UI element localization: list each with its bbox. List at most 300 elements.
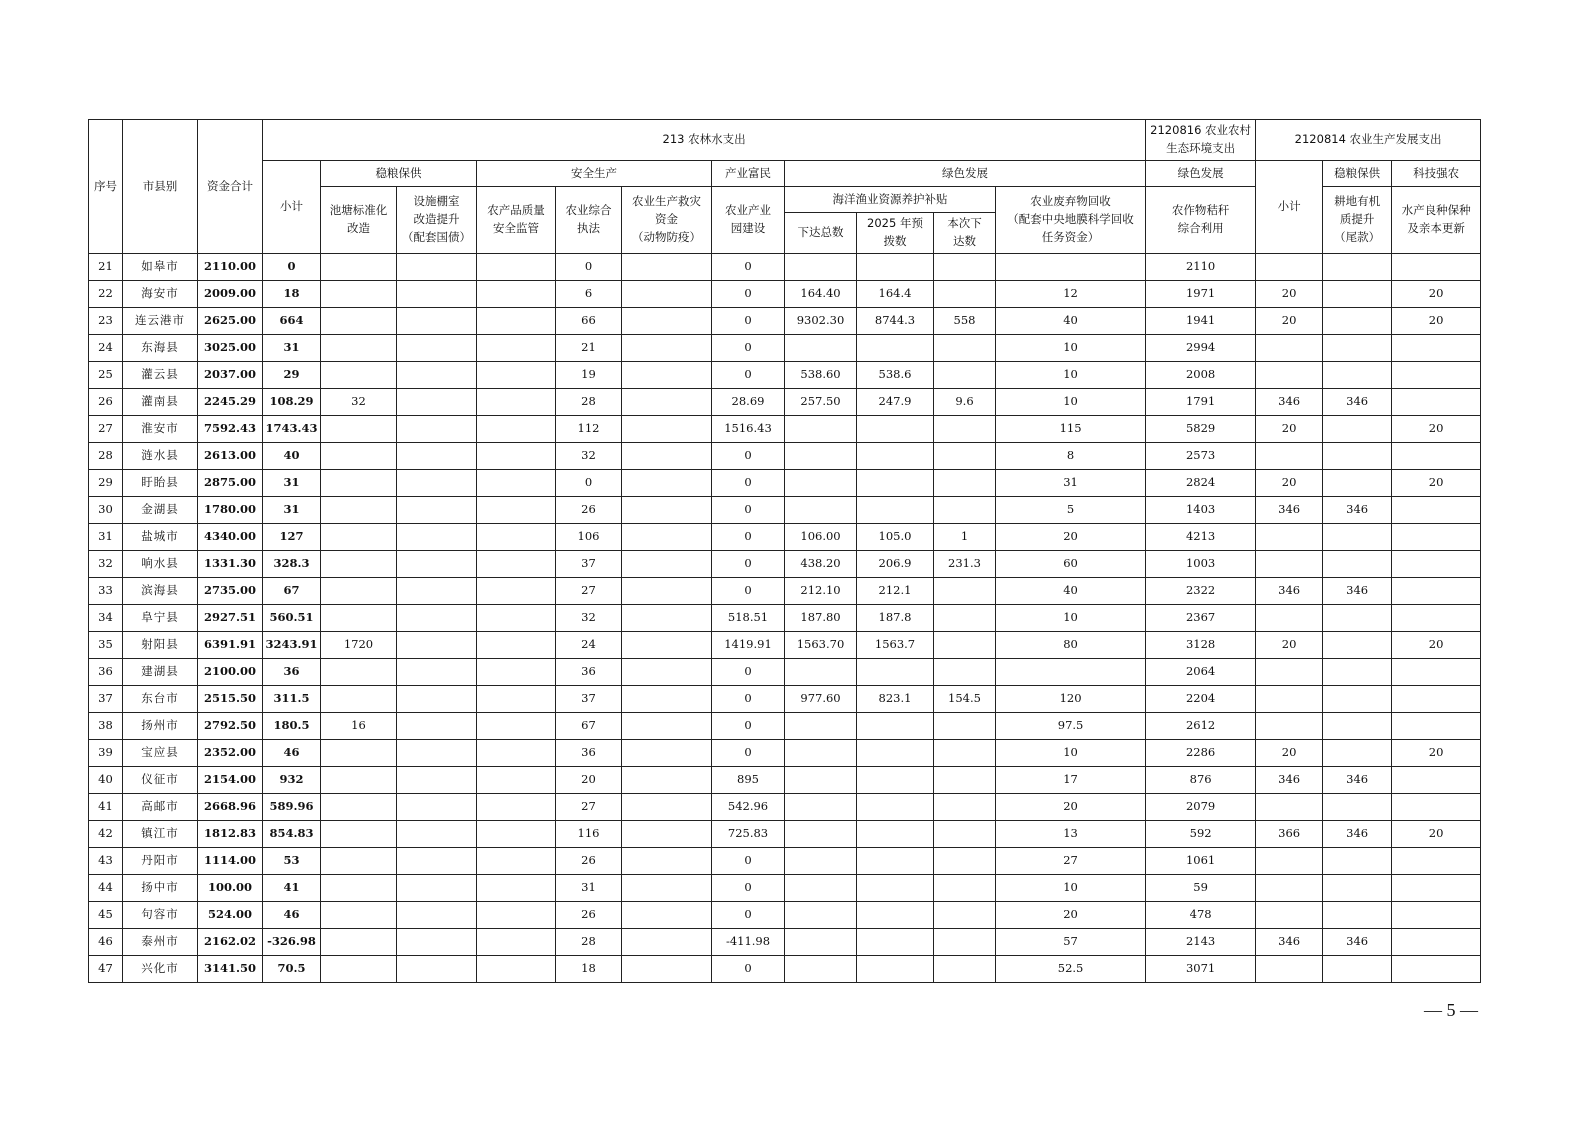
table-cell: 0	[263, 254, 321, 281]
table-cell	[622, 740, 712, 767]
header-213: 213 农林水支出	[263, 120, 1146, 161]
table-cell: 206.9	[857, 551, 934, 578]
table-cell: 52.5	[996, 956, 1146, 983]
table-cell: 20	[996, 794, 1146, 821]
table-cell	[321, 848, 397, 875]
table-cell	[397, 659, 477, 686]
header-wlbg2: 稳粮保供	[1323, 161, 1392, 187]
header-lsfz: 绿色发展	[785, 161, 1146, 187]
table-cell	[1323, 551, 1392, 578]
table-cell: 538.60	[785, 362, 857, 389]
table-cell: 27	[556, 578, 622, 605]
table-cell	[857, 821, 934, 848]
table-cell: 518.51	[712, 605, 785, 632]
table-cell	[397, 902, 477, 929]
table-cell	[857, 497, 934, 524]
table-cell: 射阳县	[123, 632, 198, 659]
table-cell	[1323, 308, 1392, 335]
table-cell	[1256, 875, 1323, 902]
table-cell: 18	[556, 956, 622, 983]
header-cyfm: 产业富民	[712, 161, 785, 187]
table-cell	[934, 470, 996, 497]
table-cell: 212.10	[785, 578, 857, 605]
table-cell: 70.5	[263, 956, 321, 983]
table-cell	[321, 362, 397, 389]
table-cell: 28	[89, 443, 123, 470]
table-cell: 2625.00	[198, 308, 263, 335]
table-cell	[857, 713, 934, 740]
table-cell: 97.5	[996, 713, 1146, 740]
table-cell: 876	[1146, 767, 1256, 794]
table-cell: 2612	[1146, 713, 1256, 740]
table-cell: 东海县	[123, 335, 198, 362]
table-cell	[477, 659, 556, 686]
table-cell: 0	[712, 281, 785, 308]
table-cell	[397, 794, 477, 821]
table-cell: 346	[1323, 389, 1392, 416]
table-cell: 10	[996, 605, 1146, 632]
table-cell: 0	[712, 308, 785, 335]
table-cell	[1323, 686, 1392, 713]
table-cell	[934, 929, 996, 956]
table-cell: 2204	[1146, 686, 1256, 713]
header-bcxd: 本次下 达数	[934, 213, 996, 254]
table-cell: 346	[1256, 389, 1323, 416]
table-cell	[622, 470, 712, 497]
table-cell: 0	[712, 335, 785, 362]
table-cell: 43	[89, 848, 123, 875]
table-row	[89, 443, 1481, 470]
header-subtotal: 小计	[263, 161, 321, 254]
table-cell	[934, 713, 996, 740]
table-row	[89, 308, 1481, 335]
table-cell: 27	[556, 794, 622, 821]
table-cell	[622, 794, 712, 821]
table-cell	[622, 686, 712, 713]
table-cell: 20	[1392, 632, 1481, 659]
table-cell	[622, 767, 712, 794]
table-cell: 20	[1256, 416, 1323, 443]
table-cell: 28	[556, 389, 622, 416]
table-cell	[397, 524, 477, 551]
header-2120816: 2120816 农业农村 生态环境支出	[1146, 120, 1256, 161]
table-cell: 1720	[321, 632, 397, 659]
table-cell: 1743.43	[263, 416, 321, 443]
table-cell: 0	[712, 578, 785, 605]
table-cell	[1392, 929, 1481, 956]
table-cell: 154.5	[934, 686, 996, 713]
table-cell	[477, 713, 556, 740]
table-cell: 895	[712, 767, 785, 794]
table-cell: 2515.50	[198, 686, 263, 713]
table-cell	[785, 875, 857, 902]
table-cell	[397, 929, 477, 956]
table-cell	[477, 578, 556, 605]
table-cell: 31	[263, 497, 321, 524]
table-cell: 33	[89, 578, 123, 605]
table-cell: 2162.02	[198, 929, 263, 956]
table-cell: 22	[89, 281, 123, 308]
table-cell: 932	[263, 767, 321, 794]
table-cell	[934, 578, 996, 605]
table-cell: 37	[89, 686, 123, 713]
table-cell: 664	[263, 308, 321, 335]
table-cell: 1331.30	[198, 551, 263, 578]
table-cell	[477, 740, 556, 767]
table-cell	[477, 605, 556, 632]
table-cell	[1392, 254, 1481, 281]
table-row	[89, 335, 1481, 362]
table-cell	[934, 362, 996, 389]
table-cell	[996, 659, 1146, 686]
table-cell: 57	[996, 929, 1146, 956]
table-cell	[1323, 848, 1392, 875]
table-cell: 116	[556, 821, 622, 848]
table-cell: 2079	[1146, 794, 1256, 821]
table-cell	[397, 632, 477, 659]
table-cell	[1323, 956, 1392, 983]
table-cell	[857, 416, 934, 443]
table-cell	[934, 335, 996, 362]
table-cell	[785, 470, 857, 497]
table-cell: 20	[1256, 308, 1323, 335]
table-cell: 40	[263, 443, 321, 470]
table-cell	[1256, 956, 1323, 983]
table-cell: 36	[263, 659, 321, 686]
table-cell	[477, 929, 556, 956]
table-cell	[996, 254, 1146, 281]
table-cell	[1256, 794, 1323, 821]
table-cell	[785, 497, 857, 524]
table-cell: 3243.91	[263, 632, 321, 659]
table-cell: 2994	[1146, 335, 1256, 362]
table-cell	[397, 362, 477, 389]
table-cell: 20	[1392, 308, 1481, 335]
table-cell: 257.50	[785, 389, 857, 416]
table-cell	[1323, 713, 1392, 740]
header-hyyy: 海洋渔业资源养护补贴	[785, 187, 996, 213]
table-cell: 46	[263, 740, 321, 767]
table-cell: 34	[89, 605, 123, 632]
table-cell: 2792.50	[198, 713, 263, 740]
table-cell	[785, 767, 857, 794]
table-cell	[622, 875, 712, 902]
table-cell	[321, 659, 397, 686]
table-cell: 20	[996, 902, 1146, 929]
table-cell: 2286	[1146, 740, 1256, 767]
table-cell: 2573	[1146, 443, 1256, 470]
table-cell	[397, 875, 477, 902]
table-cell: 187.80	[785, 605, 857, 632]
table-cell	[622, 416, 712, 443]
table-cell	[785, 740, 857, 767]
table-cell: 2352.00	[198, 740, 263, 767]
table-cell: 106.00	[785, 524, 857, 551]
table-cell	[785, 902, 857, 929]
table-cell	[1392, 794, 1481, 821]
table-cell: 164.4	[857, 281, 934, 308]
table-cell: 8744.3	[857, 308, 934, 335]
table-cell: 24	[89, 335, 123, 362]
table-cell	[1256, 551, 1323, 578]
table-row	[89, 578, 1481, 605]
table-cell: 31	[556, 875, 622, 902]
table-cell: 3025.00	[198, 335, 263, 362]
table-cell: 26	[556, 497, 622, 524]
table-row	[89, 416, 1481, 443]
table-cell: 26	[556, 848, 622, 875]
table-cell: 1941	[1146, 308, 1256, 335]
table-cell	[397, 497, 477, 524]
table-cell: 8	[996, 443, 1146, 470]
table-cell: 1114.00	[198, 848, 263, 875]
table-cell: 346	[1256, 929, 1323, 956]
table-cell: 盐城市	[123, 524, 198, 551]
table-cell: 0	[712, 848, 785, 875]
table-cell: 扬中市	[123, 875, 198, 902]
table-cell: 346	[1256, 767, 1323, 794]
table-cell: 854.83	[263, 821, 321, 848]
table-cell	[934, 956, 996, 983]
table-cell	[1256, 362, 1323, 389]
table-cell	[1392, 659, 1481, 686]
table-cell: 海安市	[123, 281, 198, 308]
table-cell: 24	[556, 632, 622, 659]
table-cell: 44	[89, 875, 123, 902]
table-cell	[1392, 335, 1481, 362]
table-cell	[477, 416, 556, 443]
table-cell	[622, 902, 712, 929]
table-cell	[1256, 524, 1323, 551]
table-cell: 589.96	[263, 794, 321, 821]
table-cell	[622, 443, 712, 470]
table-cell: 9302.30	[785, 308, 857, 335]
table-cell	[1392, 902, 1481, 929]
table-cell	[934, 605, 996, 632]
table-cell	[622, 929, 712, 956]
table-cell	[321, 524, 397, 551]
table-cell: 连云港市	[123, 308, 198, 335]
table-cell	[1323, 416, 1392, 443]
table-cell	[1323, 362, 1392, 389]
table-cell	[785, 254, 857, 281]
table-row	[89, 551, 1481, 578]
table-cell	[477, 308, 556, 335]
table-cell	[857, 902, 934, 929]
table-cell	[1323, 875, 1392, 902]
table-cell	[1323, 605, 1392, 632]
table-cell: 1061	[1146, 848, 1256, 875]
table-cell	[397, 416, 477, 443]
table-cell	[1323, 632, 1392, 659]
table-cell: 41	[89, 794, 123, 821]
table-cell	[785, 794, 857, 821]
table-cell: 17	[996, 767, 1146, 794]
table-cell	[1323, 254, 1392, 281]
table-cell	[321, 740, 397, 767]
table-cell: 32	[89, 551, 123, 578]
table-cell	[397, 281, 477, 308]
table-cell: 10	[996, 875, 1146, 902]
table-cell: 47	[89, 956, 123, 983]
table-cell	[622, 551, 712, 578]
table-cell	[1323, 659, 1392, 686]
table-cell: 20	[1256, 632, 1323, 659]
table-cell	[1323, 902, 1392, 929]
table-cell: 32	[321, 389, 397, 416]
table-cell	[857, 848, 934, 875]
header-seq: 序号	[89, 120, 123, 254]
header-ctbzh: 池塘标准化 改造	[321, 187, 397, 254]
table-cell	[622, 335, 712, 362]
table-cell	[397, 578, 477, 605]
table-cell: 10	[996, 362, 1146, 389]
table-cell: 67	[556, 713, 622, 740]
table-cell: -326.98	[263, 929, 321, 956]
table-cell: 37	[556, 686, 622, 713]
table-cell: 560.51	[263, 605, 321, 632]
table-cell	[622, 632, 712, 659]
table-cell: 31	[996, 470, 1146, 497]
table-cell	[785, 443, 857, 470]
table-cell	[785, 929, 857, 956]
table-cell: 247.9	[857, 389, 934, 416]
table-cell: 1812.83	[198, 821, 263, 848]
table-row	[89, 794, 1481, 821]
table-cell	[934, 848, 996, 875]
table-cell: 滨海县	[123, 578, 198, 605]
table-cell: 20	[1392, 470, 1481, 497]
table-cell: 21	[89, 254, 123, 281]
table-cell: 66	[556, 308, 622, 335]
table-cell	[1256, 902, 1323, 929]
table-cell: 41	[263, 875, 321, 902]
table-cell	[1392, 389, 1481, 416]
table-cell: 524.00	[198, 902, 263, 929]
table-cell	[1323, 281, 1392, 308]
table-cell	[1256, 659, 1323, 686]
table-cell: -411.98	[712, 929, 785, 956]
header-yb2025: 2025 年预 拨数	[857, 213, 934, 254]
table-cell	[477, 524, 556, 551]
table-cell	[321, 578, 397, 605]
header-2120814: 2120814 农业生产发展支出	[1256, 120, 1481, 161]
table-row	[89, 605, 1481, 632]
table-cell	[1392, 605, 1481, 632]
table-cell: 20	[1392, 821, 1481, 848]
table-cell: 45	[89, 902, 123, 929]
table-cell: 28.69	[712, 389, 785, 416]
table-row	[89, 632, 1481, 659]
table-cell: 20	[1256, 740, 1323, 767]
table-cell	[934, 254, 996, 281]
table-cell	[397, 821, 477, 848]
table-cell	[321, 956, 397, 983]
table-cell: 108.29	[263, 389, 321, 416]
header-ncpzl: 农产品质量 安全监管	[477, 187, 556, 254]
table-cell	[397, 740, 477, 767]
table-cell	[321, 416, 397, 443]
table-cell: 26	[556, 902, 622, 929]
table-cell	[321, 308, 397, 335]
table-cell	[397, 713, 477, 740]
table-cell: 105.0	[857, 524, 934, 551]
table-cell	[1256, 848, 1323, 875]
table-cell	[477, 848, 556, 875]
table-cell: 5	[996, 497, 1146, 524]
table-cell	[857, 659, 934, 686]
table-cell	[1256, 254, 1323, 281]
table-cell	[321, 551, 397, 578]
table-cell: 10	[996, 389, 1146, 416]
table-cell: 0	[712, 875, 785, 902]
table-cell	[857, 335, 934, 362]
table-cell	[321, 929, 397, 956]
table-cell	[397, 254, 477, 281]
table-cell: 0	[712, 956, 785, 983]
table-cell: 2008	[1146, 362, 1256, 389]
table-cell: 0	[712, 362, 785, 389]
table-row	[89, 389, 1481, 416]
table-cell	[857, 254, 934, 281]
table-cell: 2154.00	[198, 767, 263, 794]
table-cell	[785, 335, 857, 362]
table-cell	[397, 470, 477, 497]
table-cell: 346	[1323, 929, 1392, 956]
table-cell: 扬州市	[123, 713, 198, 740]
table-cell	[785, 956, 857, 983]
table-cell	[622, 389, 712, 416]
table-cell: 金湖县	[123, 497, 198, 524]
table-cell: 6391.91	[198, 632, 263, 659]
table-cell: 1791	[1146, 389, 1256, 416]
table-cell: 东台市	[123, 686, 198, 713]
table-cell: 30	[89, 497, 123, 524]
table-cell	[1392, 713, 1481, 740]
table-cell: 1419.91	[712, 632, 785, 659]
table-cell: 1780.00	[198, 497, 263, 524]
table-cell: 164.40	[785, 281, 857, 308]
table-cell: 2100.00	[198, 659, 263, 686]
table-row	[89, 362, 1481, 389]
table-cell: 725.83	[712, 821, 785, 848]
table-row	[89, 929, 1481, 956]
table-cell	[1392, 956, 1481, 983]
table-cell: 46	[263, 902, 321, 929]
table-cell: 16	[321, 713, 397, 740]
table-cell: 346	[1323, 578, 1392, 605]
table-cell: 句容市	[123, 902, 198, 929]
table-cell: 3128	[1146, 632, 1256, 659]
table-cell	[785, 416, 857, 443]
table-cell	[934, 443, 996, 470]
header-kjqn: 科技强农	[1392, 161, 1481, 187]
table-cell	[1256, 686, 1323, 713]
table-cell: 淮安市	[123, 416, 198, 443]
table-cell: 100.00	[198, 875, 263, 902]
table-cell: 2668.96	[198, 794, 263, 821]
table-cell: 21	[556, 335, 622, 362]
table-cell: 26	[89, 389, 123, 416]
table-cell	[622, 578, 712, 605]
table-cell	[1323, 443, 1392, 470]
table-cell	[321, 605, 397, 632]
table-cell: 36	[89, 659, 123, 686]
table-cell	[397, 848, 477, 875]
table-cell: 346	[1323, 821, 1392, 848]
table-cell: 涟水县	[123, 443, 198, 470]
table-cell	[477, 254, 556, 281]
